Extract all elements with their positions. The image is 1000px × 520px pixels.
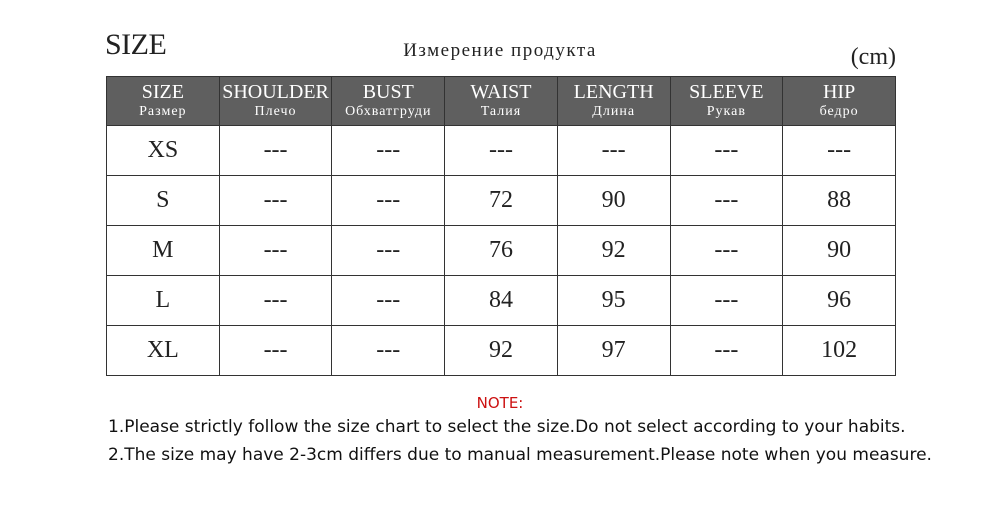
waist-cell: 84	[445, 276, 558, 326]
length-cell: 97	[557, 326, 670, 376]
column-header-ru: Талия	[480, 104, 522, 119]
hip-cell: 88	[783, 176, 896, 226]
size-cell: XL	[107, 326, 220, 376]
column-header-en: LENGTH	[573, 81, 654, 103]
shoulder-cell: ---	[219, 126, 332, 176]
column-header-en: HIP	[822, 81, 856, 103]
length-cell: 90	[557, 176, 670, 226]
column-header-en: SHOULDER	[222, 81, 329, 103]
hip-cell: 96	[783, 276, 896, 326]
table-row	[107, 326, 896, 376]
column-header-ru: Длина	[592, 104, 636, 119]
note-line: 2.The size may have 2-3cm differs due to manual measurement.Please note when you measure.	[108, 445, 932, 465]
sleeve-cell: ---	[670, 276, 783, 326]
column-header-length	[557, 77, 670, 126]
length-cell: 92	[557, 226, 670, 276]
column-header-en: SIZE	[141, 81, 184, 103]
shoulder-cell: ---	[219, 276, 332, 326]
length-cell: ---	[557, 126, 670, 176]
sleeve-cell: ---	[670, 176, 783, 226]
page-subtitle: Измерение продукта	[403, 40, 597, 61]
waist-cell: ---	[445, 126, 558, 176]
column-header-size	[107, 77, 220, 126]
note-line: 1.Please strictly follow the size chart to select the size.Do not select according to your habits.	[108, 417, 906, 437]
hip-cell: ---	[783, 126, 896, 176]
sleeve-cell: ---	[670, 326, 783, 376]
column-header-en: WAIST	[470, 81, 532, 103]
shoulder-cell: ---	[219, 226, 332, 276]
waist-cell: 72	[445, 176, 558, 226]
waist-cell: 92	[445, 326, 558, 376]
size-cell: XS	[107, 126, 220, 176]
length-cell: 95	[557, 276, 670, 326]
hip-cell: 102	[783, 326, 896, 376]
size-chart-table	[106, 76, 896, 376]
shoulder-cell: ---	[219, 326, 332, 376]
column-header-sleeve	[670, 77, 783, 126]
table-row	[107, 276, 896, 326]
bust-cell: ---	[332, 326, 445, 376]
bust-cell: ---	[332, 176, 445, 226]
column-header-waist	[445, 77, 558, 126]
size-heading: SIZE	[105, 28, 167, 61]
table-header-row	[107, 77, 896, 126]
column-header-en: SLEEVE	[689, 81, 764, 103]
unit-label: (cm)	[850, 44, 896, 70]
sleeve-cell: ---	[670, 126, 783, 176]
column-header-ru: Размер	[139, 104, 187, 119]
size-cell: S	[107, 176, 220, 226]
column-header-ru: Рукав	[706, 104, 746, 119]
column-header-bust	[332, 77, 445, 126]
hip-cell: 90	[783, 226, 896, 276]
bust-cell: ---	[332, 276, 445, 326]
table-row	[107, 126, 896, 176]
column-header-shoulder	[219, 77, 332, 126]
column-header-ru: бедро	[819, 104, 859, 119]
note-title: NOTE:	[476, 394, 524, 412]
bust-cell: ---	[332, 126, 445, 176]
size-cell: L	[107, 276, 220, 326]
column-header-ru: Плечо	[254, 104, 297, 119]
column-header-ru: Обхватгруди	[345, 104, 432, 119]
column-header-en: BUST	[362, 81, 414, 103]
shoulder-cell: ---	[219, 176, 332, 226]
size-cell: M	[107, 226, 220, 276]
bust-cell: ---	[332, 226, 445, 276]
column-header-hip	[783, 77, 896, 126]
sleeve-cell: ---	[670, 226, 783, 276]
table-row	[107, 176, 896, 226]
table-row	[107, 226, 896, 276]
waist-cell: 76	[445, 226, 558, 276]
